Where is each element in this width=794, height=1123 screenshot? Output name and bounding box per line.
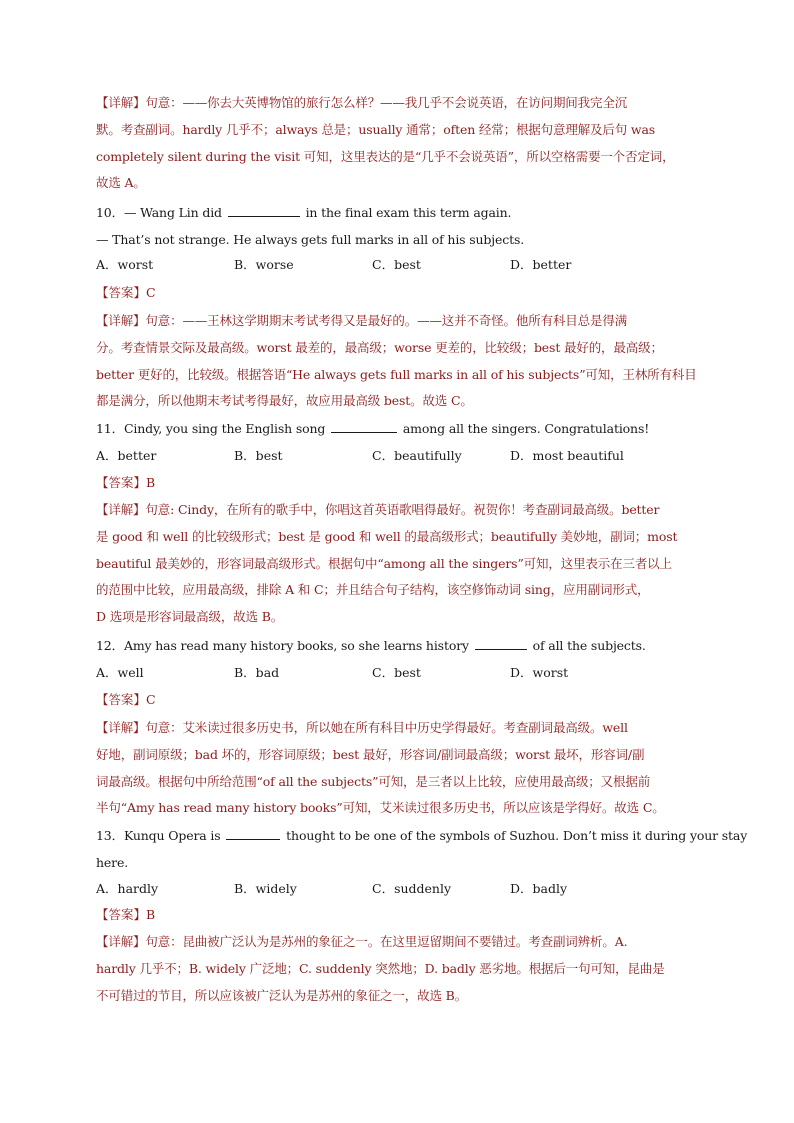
answer-q10: 【答案】C: [96, 285, 156, 300]
option-b: B．best: [234, 448, 283, 463]
options-q13: [96, 876, 700, 902]
explanation-q11: [96, 497, 700, 631]
explanation-line: 【详解】句意：昆曲被广泛认为是苏州的象征之一。在这里逗留期间不要错过。考查副词辨析。A.: [96, 934, 628, 949]
answer-blank: [475, 637, 527, 650]
explanation-line: 词最高级。根据句中所给范围“of all the subjects”可知，是三者以上比较，应使用最高级；又根据前: [96, 773, 651, 789]
explanation-line: 【详解】句意：艾米读过很多历史书，所以她在所有科目中历史学得最好。考查副词最高级。well: [96, 720, 628, 735]
explanation-q10: [96, 308, 700, 415]
answer-q12: 【答案】C: [96, 692, 156, 707]
option-a: A．better: [96, 448, 157, 463]
option-a: A．hardly: [96, 881, 159, 896]
explanation-line: 都是满分，所以他期末考试考得最好，故应用最高级 best。故选 C。: [96, 393, 473, 409]
explanation-line: 不可错过的节目，所以应该被广泛认为是苏州的象征之一，故选 B。: [96, 987, 468, 1003]
explanation-line: 的范围中比较，应用最高级，排除 A 和 C；并且结合句子结构，该空修饰动词 sing，应用副词形式，: [96, 582, 650, 598]
explanation-line: 故选 A。: [96, 175, 146, 191]
explanation-line: D 选项是形容词最高级，故选 B。: [96, 609, 284, 625]
question-11: [96, 416, 700, 443]
options-q11: [96, 443, 700, 469]
explanation-line: better 更好的，比较级。根据答语“He always gets full marks in all of his subjects”可知，王林所有科目: [96, 366, 697, 382]
answer-blank: [228, 204, 300, 217]
stem-text: 11．Cindy, you sing the English song: [96, 421, 326, 436]
question-stem: [96, 416, 700, 443]
stem-text: thought to be one of the symbols of Suzhou. Don’t miss it during your stay: [286, 828, 748, 843]
question-stem-line2: here.: [96, 854, 129, 870]
explanation-line: beautiful 最美妙的，形容词最高级形式。根据句中“among all the singers”可知，这里表示在三者以上: [96, 555, 672, 571]
explanation-line: 半句“Amy has read many history books”可知，艾米读过很多历史书，所以应该是学得好。故选 C。: [96, 800, 665, 816]
question-stem: [96, 633, 700, 660]
question-12: [96, 633, 700, 660]
explanation-line: 【详解】句意：——王林这学期期末考试考得又是最好的。——这并不奇怪。他所有科目总是得满: [96, 313, 628, 328]
stem-text: of all the subjects.: [532, 638, 646, 653]
option-a: A．worst: [96, 257, 154, 272]
stem-text: 13．Kunqu Opera is: [96, 828, 221, 843]
option-d: D．most beautiful: [510, 448, 624, 463]
options-q10: [96, 252, 700, 278]
explanation-line: hardly 几乎不；B. widely 广泛地；C. suddenly 突然地；D. badly 恶劣地。根据后一句可知，昆曲是: [96, 960, 665, 976]
option-b: B．bad: [234, 665, 280, 680]
stem-text: in the final exam this term again.: [305, 205, 512, 220]
option-c: C．best: [372, 665, 421, 680]
stem-text: among all the singers. Congratulations!: [402, 421, 650, 436]
answer-q11: 【答案】B: [96, 475, 156, 490]
explanation-q13: [96, 929, 700, 1009]
stem-text: 10．— Wang Lin did: [96, 205, 222, 220]
explanation-line: 分。考查情景交际及最高级。worst 最差的，最高级；worse 更差的，比较级；best 最好的，最高级；: [96, 339, 663, 355]
question-13: [96, 823, 748, 877]
question-stem-line2: — That’s not strange. He always gets full marks in all of his subjects.: [96, 231, 525, 247]
explanation-line: 是 good 和 well 的比较级形式；best 是 good 和 well 的最高级形式；beautifully 美妙地，副词；most: [96, 528, 678, 544]
option-b: B．widely: [234, 881, 297, 896]
stem-text: 12．Amy has read many history books, so she learns history: [96, 638, 469, 653]
option-d: D．better: [510, 257, 572, 272]
question-stem: [96, 200, 700, 227]
explanation-line: 【详解】句意: Cindy，在所有的歌手中，你唱这首英语歌唱得最好。祝贺你！考查副词最高级。better: [96, 502, 660, 517]
option-d: D．worst: [510, 665, 569, 680]
option-c: C．beautifully: [372, 448, 462, 463]
explanation-line: 默。考查副词。hardly 几乎不；always 总是；usually 通常；often 经常；根据句意理解及后句 was: [96, 121, 656, 137]
explanation-q9: [96, 90, 700, 197]
option-c: C．suddenly: [372, 881, 452, 896]
options-q12: [96, 660, 700, 686]
explanation-q12: [96, 715, 700, 822]
question-10: [96, 200, 700, 254]
answer-blank: [226, 827, 280, 840]
option-c: C．best: [372, 257, 421, 272]
answer-q13: 【答案】B: [96, 907, 156, 922]
question-stem: [96, 823, 748, 850]
explanation-line: 【详解】句意：——你去大英博物馆的旅行怎么样？——我几乎不会说英语，在访问期间我完全沉: [96, 95, 628, 110]
explanation-line: 好地，副词原级；bad 坏的，形容词原级；best 最好，形容词/副词最高级；worst 最坏，形容词/副: [96, 746, 645, 762]
answer-blank: [331, 420, 397, 433]
explanation-line: completely silent during the visit 可知，这里表达的是“几乎不会说英语”，所以空格需要一个否定词，: [96, 148, 675, 164]
option-a: A．well: [96, 665, 144, 680]
option-b: B．worse: [234, 257, 294, 272]
option-d: D．badly: [510, 881, 568, 896]
